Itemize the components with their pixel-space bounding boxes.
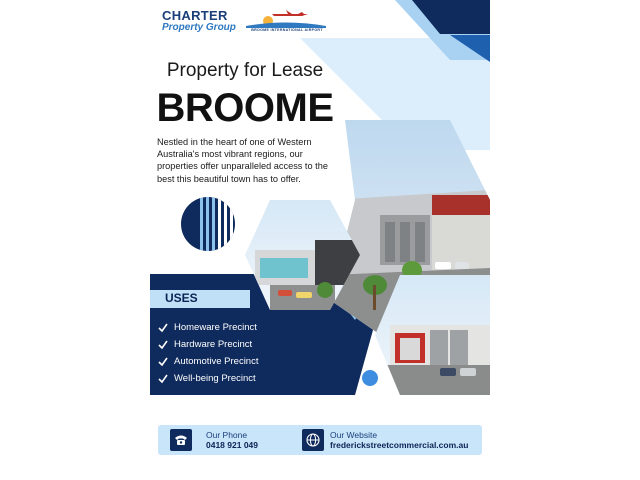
list-item: [158, 353, 258, 370]
uses-list: [158, 319, 258, 387]
headline-subtitle: Property for Lease: [166, 60, 324, 81]
phone-contact[interactable]: [170, 429, 258, 451]
phone-icon: [170, 429, 192, 451]
small-circle-decoration: [361, 369, 381, 389]
uses-heading: USES: [165, 291, 198, 305]
property-description: Nestled in the heart of one of Western Australia's most vibrant regions, our properties offer unparalleled access to the best this beautiful town has to offer.: [157, 137, 328, 184]
check-icon: [158, 374, 168, 384]
contact-bar: [158, 425, 482, 455]
list-item: [158, 319, 258, 336]
headline-title: BROOME: [156, 86, 334, 130]
list-item-label: Hardware Precinct: [174, 339, 253, 350]
check-icon: [158, 340, 168, 350]
uses-heading-bar: [150, 290, 250, 308]
list-item-label: Homeware Precinct: [174, 322, 257, 333]
list-item: [158, 336, 258, 353]
property-flyer: [150, 0, 490, 480]
website-contact[interactable]: [302, 429, 468, 451]
globe-icon: [302, 429, 324, 451]
website-label: Our Website: [330, 429, 378, 440]
website-link[interactable]: frederickstreetcommercial.com.au: [330, 439, 469, 450]
list-item-label: Well-being Precinct: [174, 373, 256, 384]
list-item: [158, 370, 258, 387]
list-item-label: Automotive Precinct: [174, 356, 259, 367]
phone-number[interactable]: 0418 921 049: [206, 439, 258, 450]
check-icon: [158, 323, 168, 333]
airport-logo-text: BROOME INTERNATIONAL AIRPORT: [251, 28, 323, 32]
charter-logo-line2: Property Group: [162, 22, 236, 33]
striped-circle-decoration: [180, 196, 240, 256]
charter-logo: [162, 9, 236, 33]
check-icon: [158, 357, 168, 367]
charter-logo-line1: CHARTER: [162, 8, 228, 23]
phone-label: Our Phone: [206, 429, 248, 440]
